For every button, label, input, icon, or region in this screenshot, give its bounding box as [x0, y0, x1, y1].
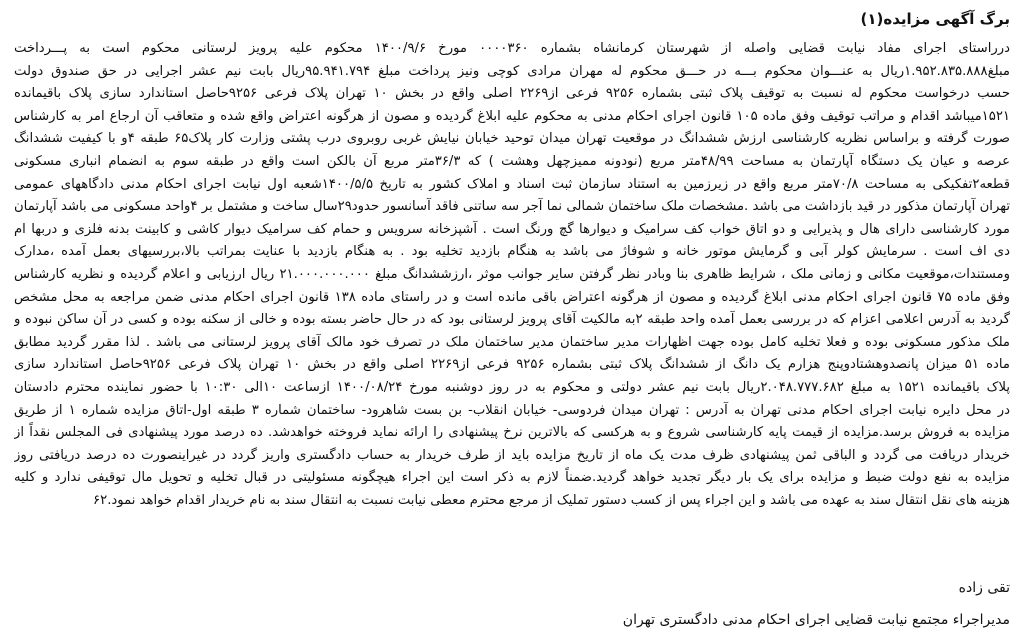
notice-line: صورت گرفته و براساس نظریه کارشناسی ارزش ششدانگ در موقعیت تهران میدان توحید خیابان نیایش غربی روبروی درب پشتی وزارت کار پلاک۶۵ طبقه ۴و با کیفیت ششدانگ: [14, 131, 1010, 147]
notice-line: درراستای اجرای مفاد نیابت قضایی واصله از شهرستان کرمانشاه بشماره ۰۰۰۰۳۶۰ مورخ ۱۴۰۰/۹/۶ محکوم علیه پرویز لرستانی محکوم است به پـــرداخت: [14, 41, 1010, 56]
notice-line: ملک مذکور مسکونی بوده و فعلا تخلیه کامل بوده جهت اظهارات مدیر ساختمان مدیر ساختمان ملک در تصرف خود مالک آقای پرویز لرستانی می باشد . لذا مقرر گردید مطابق: [14, 334, 1010, 350]
notice-line: وفق ماده ۷۵ قانون اجرای احکام مدنی ابلاغ گردیده و مصون از هرگونه اعتراض باقی مانده است و در راستای ماده ۱۳۸ قانون اجرای احکام مدنی ضمن مراجعه به محل مشخص: [14, 289, 1010, 305]
notice-line: در محل دایره نیابت اجرای احکام مدنی تهران به آدرس : تهران میدان فردوسی- خیابان انقلاب- بن بست شاهرود- ساختمان شماره ۳ طبقه اول-اتاق مزایده شماره ۱ از طریق: [14, 402, 1010, 418]
notice-line: قطعه۲تفکیکی به مساحت ۷۰/۸متر مربع واقع در زیرزمین به استناد سازمان ثبت اسناد و املاک کشور به تاریخ ۱۴۰۰/۵/۵شعبه اول نیابت اجرای احکام مدنی دادگاههای عمومی: [14, 176, 1010, 192]
notice-line: مبلغ۱.۹۵۲.۸۳۵.۸۸۸ریال به عنـــوان محکوم بـــه در حـــق محکوم له مهران مرادی کوچی ونیز پرداخت مبلغ ۹۵.۹۴۱.۷۹۴ریال بابت نیم عشر اجرایی در حق صندوق دولت: [14, 63, 1010, 79]
notice-line: دی اف است . سرمایش کولر آبی و گرمایش موتور خانه و شوفاژ می باشد به هنگام بازدید تخلیه بود . به هنگام بازدید با عنایت بمراتب بالا،بررسیهای بعمل آمده ،مدارک: [14, 244, 1010, 260]
signature-role: مدیراجراء مجتمع نیابت قضایی اجرای احکام مدنی دادگستری تهران: [622, 612, 1010, 628]
notice-line: گردید به آدرس اعلامی اعزام که در بررسی بعمل آمده واحد طبقه ۲به مالکیت آقای پرویز لرستانی بود که در حال حاضر بسته بوده و خالی از سکنه بوده و کسی در آن ساکن نبوده و: [14, 312, 1010, 328]
notice-line: ومستندات،موقعیت مکانی و زمانی ملک ، شرایط ظاهری بنا وبادر نظر گرفتن سایر جوانب موثر ،ارزششدانگ مبلغ ۲۱.۰۰۰.۰۰۰.۰۰۰ ریال ارزیابی و اعلام گردیده و نظریه کارشناس: [14, 266, 1010, 282]
notice-line: مزایده به فروش برسد.مزایده از قیمت پایه کارشناسی شروع و به هرکسی که بالاترین نرخ پیشنهادی را ارائه نماید فروخته خواهدشد. ده درصد مورد پیشنهادی فی المجلس نقداً از: [14, 425, 1010, 441]
notice-title: برگ آگهی مزایده(۱): [860, 10, 1010, 28]
notice-line-last: هزینه های نقل انتقال سند به عهده می باشد و این اجراء پس از کسب دستور تملیک از مرجع محترم معطی نیابت نسبت به انتقال سند به نام خریدار اقدام خواهد نمود.۶۲: [93, 492, 1010, 508]
notice-line: پلاک باقیمانده ۱۵۲۱ به مبلغ ۲.۰۴۸.۷۷۷.۶۸۲ریال بابت نیم عشر دولتی و محکوم به در روز دوشنبه مورخ ۱۴۰۰/۰۸/۲۴ ازساعت ۱۰الی ۱۰:۳۰ با حضور نماینده محترم دادستان: [14, 379, 1010, 395]
notice-line: حسب درخواست محکوم له نسبت به توقیف پلاک ثبتی بشماره ۹۲۵۶ فرعی از۲۲۶۹ اصلی واقع در بخش ۱۰ تهران پلاک فرعی ۹۲۵۶حاصل استاندارد سازی پلاک باقیمانده: [14, 86, 1010, 102]
notice-line: خریدار دریافت می گردد و الباقی ثمن پیشنهادی ظرف مدت یک ماه از تاریخ مزایده باید از طرف خریدار به حساب دادگستری واریز گردد در غیراینصورت ده درصد دریافتی روز: [14, 447, 1010, 463]
notice-line: ماده ۵۱ میزان پانصدوهشتادوپنج هزارم یک دانگ از ششدانگ پلاک ثبتی بشماره ۹۲۵۶ فرعی از۲۲۶۹ اصلی واقع در بخش ۱۰ تهران پلاک فرعی ۹۲۵۶حاصل استاندارد سازی: [14, 357, 1010, 373]
notice-line: عرصه و عیان یک دستگاه آپارتمان به مساحت ۴۸/۹۹متر مربع (نودونه ممیزچهل وهشت ) که ۳۶/۳متر مربع آن بالکن است واقع در طبقه سوم به انضمام انباری مسکونی: [14, 153, 1010, 169]
notice-line: ۱۵۲۱میباشد اقدام و مراتب توقیف وفق ماده ۱۰۵ قانون اجرای احکام مدنی به محکوم علیه ابلاغ گردیده و مصون از هرگونه اعتراض واقع شده و متعاقب آن ارجاع امر به کارشناس: [14, 108, 1010, 124]
signature-name: تقی زاده: [958, 580, 1010, 596]
notice-line: مزایده به نفع دولت ضبط و مزایده برای یک بار دیگر تجدید خواهد گردید.ضمناً لازم به ذکر است این اجراء هیچگونه مسئولیتی در قبال تخلیه و تحویل مال توقیفی ندارد و کلیه: [14, 470, 1010, 486]
notice-line: تهران آپارتمان مذکور در قید بازداشت می باشد .مشخصات ملک ساختمان شمالی نما آجر سه ساتنی فاقد آسانسور حدود۲۹سال ساخت و مشتمل بر ۴واحد مسکونی می باشد آپارتمان: [14, 199, 1010, 215]
notice-line: مورد کارشناسی دارای هال و پذیرایی و دو اتاق خواب کف سرامیک و دیوارها گچ ورنگ است . آشپزخانه سرویس و حمام کف سرامیک دیوار کاشی و کابینت بدنه فلزی و دربها ام: [14, 221, 1010, 237]
notice-body: [14, 38, 1010, 512]
